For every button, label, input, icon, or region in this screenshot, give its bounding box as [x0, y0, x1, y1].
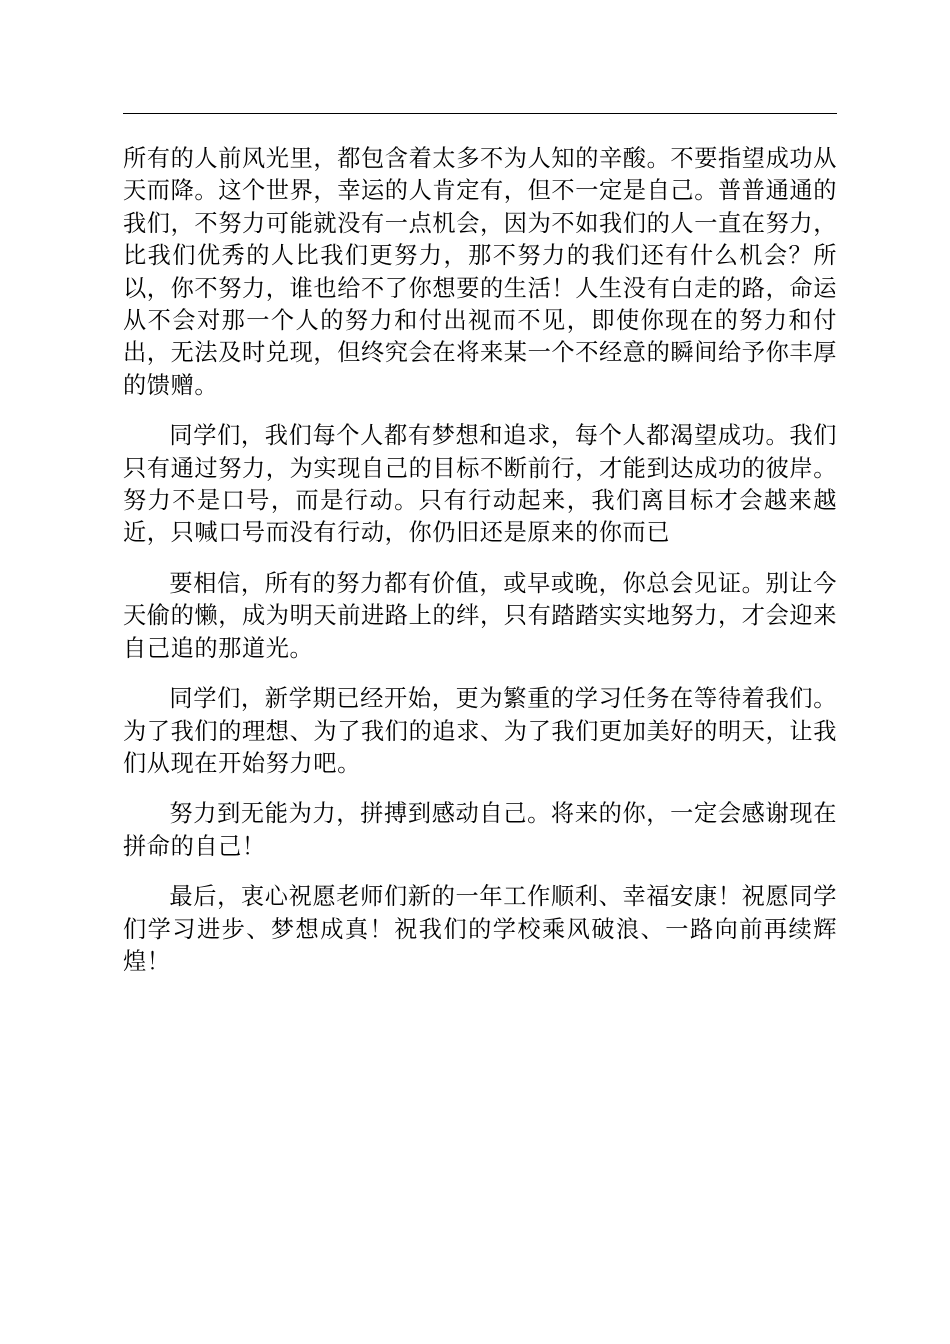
document-body [123, 143, 837, 996]
paragraph-1: 所有的人前风光里，都包含着太多不为人知的辛酸。不要指望成功从天而降。这个世界，幸运的人肯定有，但不一定是自己。普普通通的我们，不努力可能就没有一点机会，因为不如我们的人一直在努力，比我们优秀的人比我们更努力，那不努力的我们还有什么机会？所以，你不努力，谁也给不了你想要的生活！人生没有白走的路，命运从不会对那一个人的努力和付出视而不见，即使你现在的努力和付出，无法及时兑现，但终究会在将来某一个不经意的瞬间给予你丰厚的馈赠。 [123, 145, 837, 399]
paragraph-3: 要相信，所有的努力都有价值，或早或晚，你总会见证。别让今天偷的懒，成为明天前进路上的绊，只有踏踏实实地努力，才会迎来自己追的那道光。 [123, 569, 837, 662]
paragraph-6: 最后，衷心祝愿老师们新的一年工作顺利、幸福安康！祝愿同学们学习进步、梦想成真！祝我们的学校乘风破浪、一路向前再续辉煌！ [123, 883, 837, 975]
paragraph-4: 同学们，新学期已经开始，更为繁重的学习任务在等待着我们。为了我们的理想、为了我们的追求、为了我们更加美好的明天，让我们从现在开始努力吧。 [123, 685, 837, 777]
header-rule [123, 113, 837, 114]
paragraph-2: 同学们，我们每个人都有梦想和追求，每个人都渴望成功。我们只有通过努力，为实现自己的目标不断前行，才能到达成功的彼岸。努力不是口号，而是行动。只有行动起来，我们离目标才会越来越近，只喊口号而没有行动，你仍旧还是原来的你而已 [123, 422, 837, 547]
paragraph-5: 努力到无能为力，拼搏到感动自己。将来的你，一定会感谢现在拼命的自己！ [123, 800, 837, 860]
